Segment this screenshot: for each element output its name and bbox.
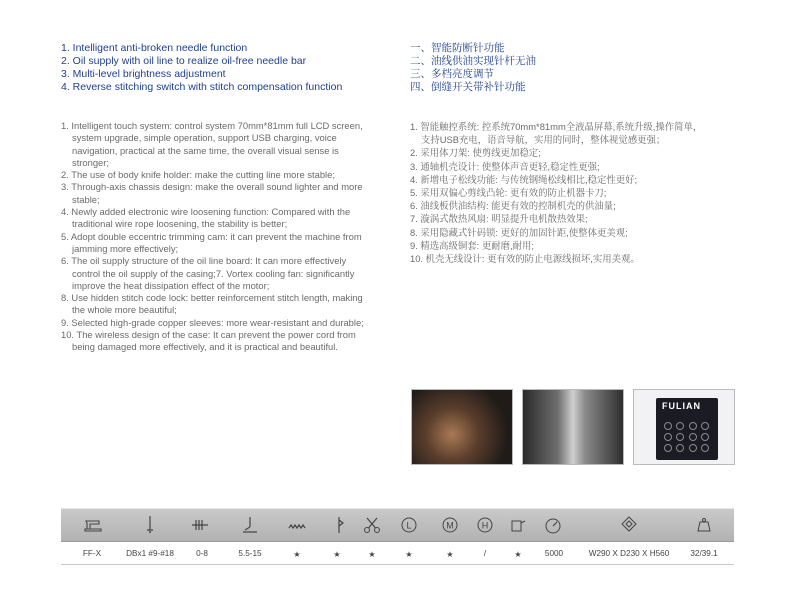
spec-line-cn: 6. 油线板供油结构: 能更有效的控制机壳的供油量;: [410, 200, 616, 212]
spec-value: ★: [446, 550, 454, 559]
spec-line-en: jamming more effectively;: [72, 242, 179, 254]
spec-line-en: the whole more beautiful;: [72, 304, 177, 316]
control-panel-keys: [664, 422, 710, 452]
presser-foot-lift-icon: [238, 513, 262, 537]
spec-list-cn: [410, 120, 730, 265]
feature-item-en: 4. Reverse stitching switch with stitch compensation function: [61, 81, 343, 93]
spec-line-cn: 4. 新增电子松线功能: 与传统钢绳松线相比,稳定性更好;: [410, 173, 638, 185]
spec-list-en: [61, 120, 401, 354]
spec-line-en: navigation, practical at the same time, the overall visual sense is: [72, 144, 339, 156]
spec-value: /: [483, 549, 487, 558]
photo-control-panel: [633, 389, 735, 465]
feature-item-cn: 三、多档亮度调节: [410, 68, 494, 80]
spec-value: 5000: [544, 549, 564, 558]
spec-line-cn: 10. 机壳无线设计: 更有效的防止电源线损坏,实用美观。: [410, 253, 640, 265]
svg-text:L: L: [406, 520, 412, 531]
spec-value: DBx1 #9-#18: [126, 549, 174, 558]
heavy-material-icon: [473, 513, 497, 537]
photo-machine-mechanism: [522, 389, 624, 465]
sewing-machine-icon: [81, 513, 105, 537]
spec-line-en: improve the heat dissipation effect of the motor;: [72, 279, 270, 291]
speed-icon: [541, 513, 565, 537]
spec-line-en: 5. Adopt double eccentric trimming cam: it can prevent the machine from: [61, 230, 362, 242]
spec-value: ★: [333, 550, 341, 559]
spec-value: W290 X D230 X H560: [588, 549, 670, 558]
feature-item-cn: 四、倒缝开关带补针功能: [410, 81, 526, 93]
feature-item-cn: 二、油线供油实现针杆无油: [410, 55, 536, 67]
spec-line-en: stable;: [72, 193, 100, 205]
stitch-length-icon: [188, 513, 212, 537]
scissors-icon: [360, 513, 384, 537]
spec-line-cn: 1. 智能触控系统: 控系统70mm*81mm全液晶屏幕,系统升级,操作简单，: [410, 121, 703, 132]
spec-line-cn: 8. 采用隐藏式针码锁: 更好的加固针距,使整体更美观;: [410, 226, 628, 238]
light-material-icon: [397, 513, 421, 537]
spec-value: 5.5-15: [238, 549, 262, 558]
feature-item-cn: 一、智能防断针功能: [410, 42, 505, 54]
spec-line-cn: 3. 通轴机壳设计: 使整体声音更轻,稳定性更强;: [410, 160, 600, 172]
svg-text:M: M: [446, 520, 454, 531]
feature-item-en: 1. Intelligent anti-broken needle function: [61, 42, 248, 54]
feature-item-en: 2. Oil supply with oil line to realize oil-free needle bar: [61, 55, 307, 67]
features-cn: [410, 42, 610, 94]
spec-line-en: 1. Intelligent touch system: control system 70mm*81mm full LCD screen,: [61, 120, 363, 131]
feed-dog-icon: [285, 513, 309, 537]
spec-value: 0-8: [196, 549, 208, 558]
spec-line-cn: 支持USB充电，语音导航，实用的同时，整体视觉感更强；: [421, 134, 666, 146]
spec-line-cn: 7. 漩涡式散热风扇: 明显提升电机散热效果;: [410, 213, 588, 225]
spec-icon-bar: [61, 508, 734, 542]
spec-value: FF-X: [82, 549, 102, 558]
reverse-stitch-icon: [329, 513, 353, 537]
spec-value: ★: [368, 550, 376, 559]
spec-value: 32/39.1: [690, 549, 718, 558]
feature-item-en: 3. Multi-level brightness adjustment: [61, 68, 226, 80]
spec-line-cn: 2. 采用体刀架: 使剪线更加稳定;: [410, 147, 541, 159]
oil-icon: [506, 513, 530, 537]
medium-material-icon: [438, 513, 462, 537]
spec-line-en: 3. Through-axis chassis design: make the overall sound lighter and more: [61, 181, 363, 193]
spec-line-en: control the oil supply of the casing;7. Vortex cooling fan: significantly: [72, 267, 355, 279]
spec-line-cn: 5. 采用双偏心剪线凸轮: 更有效的防止机器卡刀;: [410, 187, 607, 199]
needle-icon: [138, 513, 162, 537]
dimensions-icon: [617, 513, 641, 537]
photo-knife-holder: [411, 389, 513, 465]
spec-line-en: 10. The wireless design of the case: It can prevent the power cord from: [61, 329, 356, 341]
spec-value: ★: [293, 550, 301, 559]
spec-line-en: 8. Use hidden stitch code lock: better reinforcement stitch length, making: [61, 292, 363, 304]
spec-line-cn: 9. 精选高级铜套: 更耐磨,耐用;: [410, 239, 534, 251]
spec-line-en: 4. Newly added electronic wire loosening function: Compared with the: [61, 206, 351, 218]
spec-line-en: 2. The use of body knife holder: make the cutting line more stable;: [61, 169, 335, 181]
spec-line-en: system upgrade, simple operation, support USB charging, voice: [72, 132, 337, 144]
brand-logo: FULIAN: [662, 401, 701, 411]
svg-text:H: H: [481, 520, 489, 531]
weight-icon: [692, 513, 716, 537]
spec-line-en: stronger;: [72, 156, 109, 168]
spec-line-en: traditional wire rope loosening, the stability is better;: [72, 218, 288, 230]
spec-line-en: being damaged more effectively, and it is practical and beautiful.: [72, 341, 338, 353]
spec-line-en: 6. The oil supply structure of the oil line board: It can more effectively: [61, 255, 347, 267]
spec-values-row: [61, 542, 734, 565]
spec-line-en: 9. Selected high-grade copper sleeves: more wear-resistant and durable;: [61, 316, 364, 328]
spec-value: ★: [514, 550, 522, 559]
features-en: [61, 42, 401, 94]
spec-value: ★: [405, 550, 413, 559]
